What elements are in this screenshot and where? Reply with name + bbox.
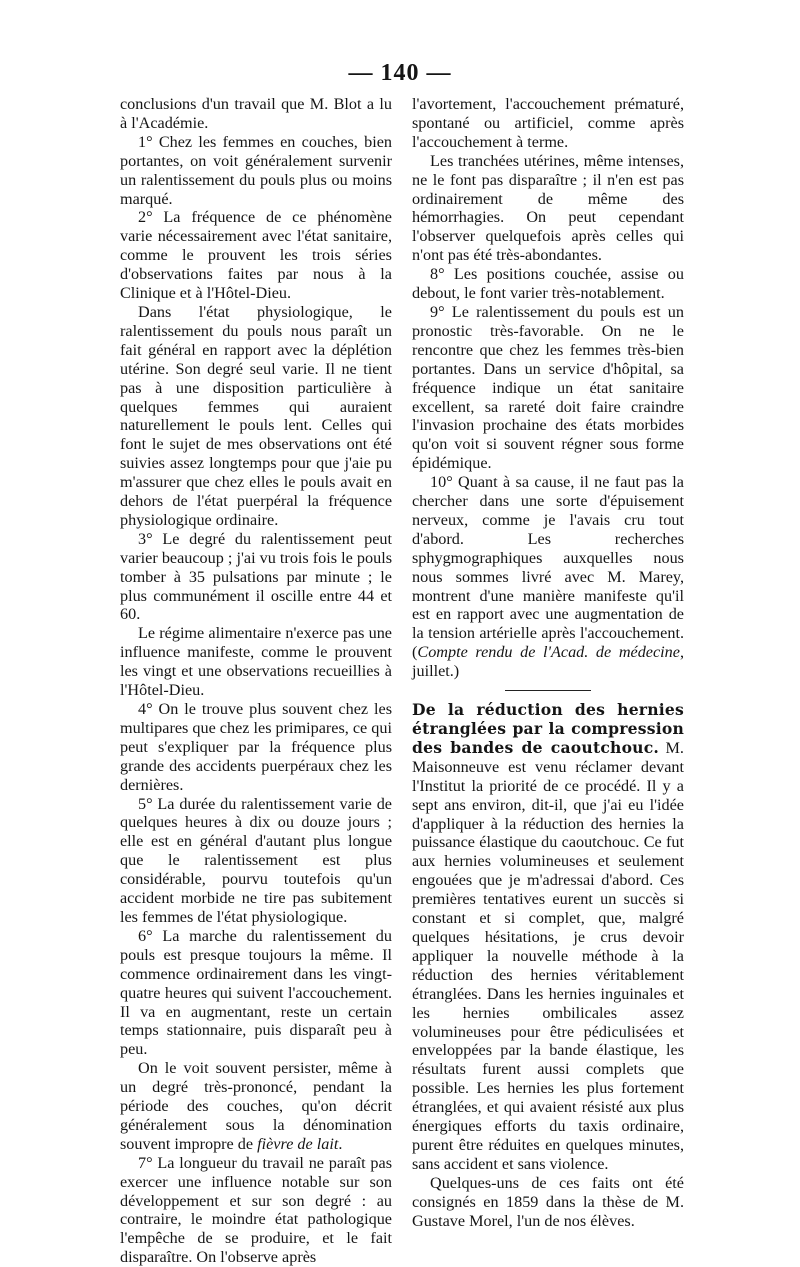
- paragraph: [120, 700, 392, 795]
- paragraph: [120, 624, 392, 700]
- section-heading: De la réduction des hernies étranglées par la compression des bandes de caoutchouc.: [412, 700, 684, 757]
- paragraph: [412, 701, 684, 1174]
- paragraph: [412, 1174, 684, 1231]
- page-number: — 140 —: [348, 60, 452, 86]
- paragraph-text: 3° Le degré du ralentissement peut varier beaucoup ; j'ai vu trois fois le pouls tomber à 35 pulsations par minute ; le plus communément il oscille entre 44 et 60.: [120, 529, 392, 624]
- paragraph-text: Dans l'état physiologique, le ralentissement du pouls nous paraît un fait général en rapport avec la déplétion utérine. Son degré seul varie. Il ne tient pas à une disposition particulière à quelques femmes qui auraient naturellement le pouls lent. Celles qui font le sujet de mes observations ont été suivies assez longtemps pour que j'aie pu m'assurer que chez elles le pouls avait en dehors de l'état puerpéral la fréquence physiologique ordinaire.: [120, 302, 392, 529]
- paragraph-text: conclusions d'un travail que M. Blot a lu à l'Académie.: [120, 95, 392, 132]
- paragraph: [120, 208, 392, 303]
- paragraph-text: 10° Quant à sa cause, il ne faut pas la chercher dans une sorte d'épuisement nerveux, comme je l'avais cru tout d'abord. Les recherches sphygmographiques auxquelles nous nous sommes livré avec M. Marey, montrent d'une manière manifeste qu'il est en rapport avec une augmentation de la tension artérielle après l'accouchement. (: [412, 473, 684, 662]
- paragraph: [412, 303, 684, 473]
- left-column: [120, 95, 392, 1267]
- paragraph-text: M. Maisonneuve est venu réclamer devant l'Institut la priorité de ce procédé. Il y a sept ans environ, dit-il, que j'ai eu l'idée d'appliquer à la réduction des hernies la puissance élastique du caoutchouc. Ce fut aux hernies volumineuses et seulement engouées que je m'adressai d'abord. Ces premières tentatives eurent un succès si constant et si complet, que, malgré quelques hésitations, je crus devoir appliquer la nouvelle méthode à la réduction des hernies véritablement étranglées. Dans les hernies inguinales et les hernies ombilicales assez volumineuses pour être pédiculisées et enveloppées par la bande élastique, les résultats furent aussi complets que possible. Les hernies les plus fortement étranglées, et qui avaient résisté aux plus énergiques efforts du taxis ordinaire, purent être réduites en quelques minutes, sans accident et sans violence.: [412, 738, 684, 1173]
- right-column: [412, 95, 684, 1230]
- italic-phrase: Compte rendu de l'Acad. de médecine: [417, 643, 680, 662]
- paragraph-tail: , juillet.): [412, 643, 684, 681]
- paragraph-text: Quelques-uns de ces faits ont été consignés en 1859 dans la thèse de M. Gustave Morel, l'un de nos élèves.: [412, 1173, 684, 1230]
- paragraph: [120, 795, 392, 927]
- paragraph-text: Les tranchées utérines, même intenses, ne le font pas disparaître ; il n'en est pas ordinairement de même des hémorrhagies. On peut cependant l'observer quelquefois après celles qui n'ont pas été très-abondantes.: [412, 151, 684, 265]
- paragraph: [412, 152, 684, 265]
- paragraph-text: 9° Le ralentissement du pouls est un pronostic très-favorable. On ne le rencontre que chez les femmes très-bien portantes. Dans un service d'hôpital, sa fréquence indique un état sanitaire excellent, sa rareté doit faire craindre l'invasion prochaine des états morbides qu'on voit si souvent régner sous forme épidémique.: [412, 302, 684, 473]
- paragraph: [120, 133, 392, 209]
- paragraph: [412, 95, 684, 152]
- paragraph: [120, 530, 392, 625]
- paragraph: [120, 303, 392, 530]
- section: [412, 701, 684, 1230]
- italic-phrase: fièvre de lait: [257, 1134, 339, 1153]
- paragraph-text: 6° La marche du ralentissement du pouls est presque toujours la même. Il commence ordinairement dans les vingt-quatre heures qui suivent l'accouchement. Il va en augmentant, reste un certain temps stationnaire, puis disparaît peu à peu.: [120, 926, 392, 1059]
- paragraph: [120, 95, 392, 133]
- paragraph-text: 8° Les positions couchée, assise ou debout, le font varier très-notablement.: [412, 265, 684, 303]
- paragraph-text: 1° Chez les femmes en couches, bien portantes, on voit généralement survenir un ralentissement du pouls plus ou moins marqué.: [120, 132, 392, 208]
- paragraph-tail: .: [338, 1134, 343, 1153]
- paragraph-text: 7° La longueur du travail ne paraît pas exercer une influence notable sur son développement et sur son degré : au contraire, le moindre état pathologique l'empêche de se produire, et le fait disparaître. On l'observe après: [120, 1153, 392, 1267]
- paragraph-text: 4° On le trouve plus souvent chez les multipares que chez les primipares, ce qui peut s'expliquer par la fréquence plus grande des accidents puerpéraux chez les dernières.: [120, 700, 392, 794]
- paragraph-text: l'avortement, l'accouchement prématuré, spontané ou artificiel, comme après l'accouchement à terme.: [412, 95, 684, 151]
- paragraph: [120, 1059, 392, 1154]
- paragraph: [120, 927, 392, 1059]
- paragraph: [120, 1154, 392, 1267]
- paragraph-text: 5° La durée du ralentissement varie de quelques heures à dix ou douze jours ; elle est en général d'autant plus longue que le ralentissement est plus considérable, pourvu toutefois qu'un accident morbide ne tire pas subitement les femmes de l'état physiologique.: [120, 794, 392, 926]
- paragraph-text: Le régime alimentaire n'exerce pas une influence manifeste, comme le prouvent les vingt et une observations recueillies à l'Hôtel-Dieu.: [120, 624, 392, 700]
- paragraph: [412, 265, 684, 303]
- section-rule: [505, 690, 591, 691]
- paragraph-text: On le voit souvent persister, même à un degré très-prononcé, pendant la période des couches, qu'on décrit généralement sous la dénomination souvent impropre de: [120, 1059, 392, 1153]
- paragraph: [412, 473, 684, 681]
- paragraph-text: 2° La fréquence de ce phénomène varie nécessairement avec l'état sanitaire, comme le prouvent les trois séries d'observations faites par nous à la Clinique et à l'Hôtel-Dieu.: [120, 208, 392, 303]
